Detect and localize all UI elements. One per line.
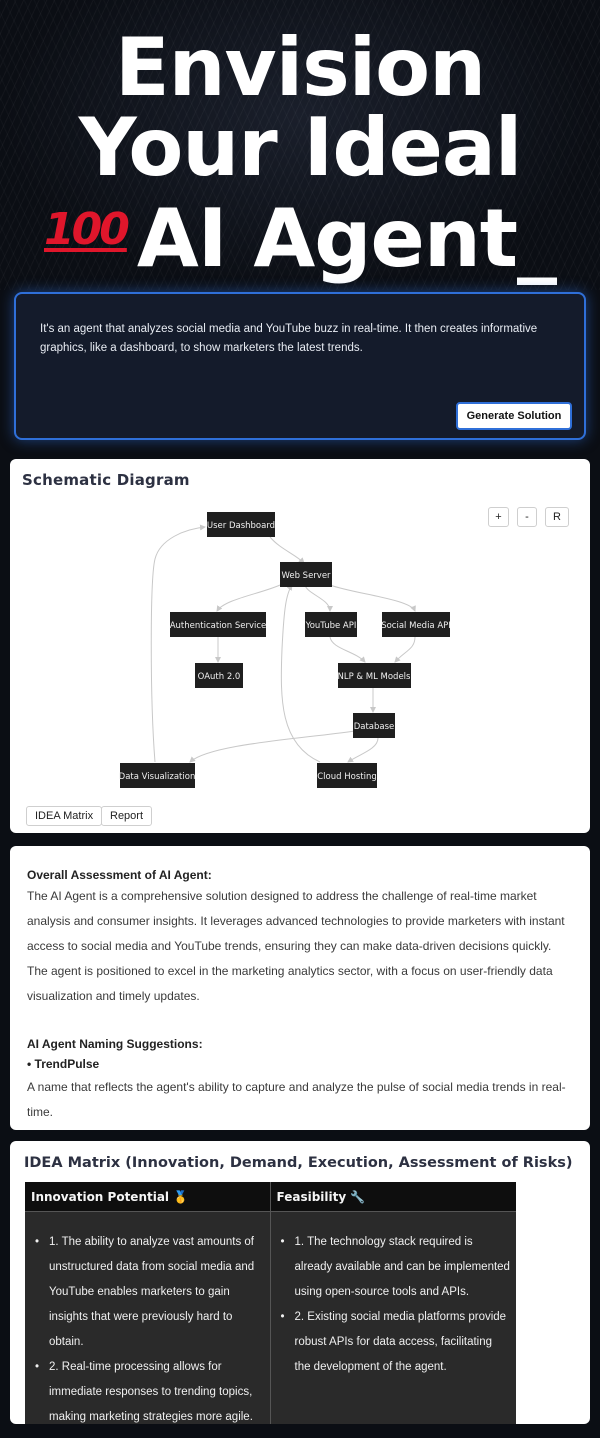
- schematic-title: Schematic Diagram: [22, 471, 190, 489]
- prompt-input-card[interactable]: [14, 292, 586, 440]
- svg-text:Authentication Service: Authentication Service: [169, 621, 267, 631]
- node-authentication-service: [170, 612, 267, 637]
- prompt-textarea[interactable]: It's an agent that analyzes social media and YouTube buzz in real-time. It then creates informative graphics, like a dashboard, to show marketers the latest trends.: [40, 323, 538, 354]
- report-tab[interactable]: Report: [101, 806, 152, 826]
- edge-youtube-nlp: [330, 637, 365, 662]
- node-database: [353, 713, 395, 738]
- svg-text:Web Server: Web Server: [281, 571, 331, 581]
- name-description: A name that reflects the agent's ability to capture and analyze the pulse of social media trends in real-time.: [27, 1080, 566, 1119]
- edge-database-cloud: [348, 738, 378, 762]
- node-data-visualization: [119, 763, 196, 788]
- svg-text:Cloud Hosting: Cloud Hosting: [317, 772, 377, 782]
- hero-title-text: AI Agent_: [136, 192, 557, 285]
- node-nlp-ml-models: [338, 663, 412, 688]
- hero-banner: [0, 0, 600, 290]
- list-item: • 2. Real-time processing allows for immediate responses to trending topics, making marketing strategies more agile.: [35, 1355, 264, 1424]
- svg-text:Social Media API: Social Media API: [381, 621, 451, 631]
- node-cloud-hosting: [317, 763, 377, 788]
- node-web-server: [280, 562, 332, 587]
- svg-text:Database: Database: [353, 722, 395, 732]
- idea-matrix-card: [10, 1141, 590, 1424]
- feasibility-header: Feasibility 🔧: [271, 1182, 517, 1212]
- edge-cloud-webserver: [281, 585, 320, 762]
- node-social-media-api: [381, 612, 451, 637]
- idea-matrix-title: IDEA Matrix (Innovation, Demand, Execution, Assessment of Risks): [24, 1155, 573, 1171]
- hero-title-line-1: Envision: [114, 21, 486, 114]
- innovation-header: Innovation Potential 🥇: [25, 1182, 270, 1212]
- schematic-diagram-card: [10, 459, 590, 833]
- idea-matrix-tab[interactable]: IDEA Matrix: [26, 806, 102, 826]
- node-youtube-api: [305, 612, 357, 637]
- edge-webserver-auth: [217, 585, 280, 611]
- edge-dashboard-webserver: [270, 537, 304, 563]
- assessment-heading: Overall Assessment of AI Agent:: [27, 868, 212, 882]
- node-oauth: [195, 663, 243, 688]
- svg-text:Data Visualization: Data Visualization: [118, 772, 196, 782]
- svg-text:NLP & ML Models: NLP & ML Models: [337, 672, 411, 682]
- hero-title-line-2: Your Ideal: [78, 101, 522, 194]
- edge-webserver-social: [330, 585, 415, 611]
- assessment-paragraph: The AI Agent is a comprehensive solution designed to address the challenge of real-time market analysis and consumer insights. It leverages advanced technologies to provide marketers with instant access to social media and YouTube trends, ensuring they can make data-driven decisions quickly. The agent is positioned to excel in the marketing analytics sector, with a focus on user-friendly data visualization and timely updates.: [27, 889, 565, 1003]
- name-suggestion: • TrendPulse: [27, 1057, 100, 1071]
- zoom-in-button[interactable]: +: [488, 507, 509, 527]
- generate-solution-button[interactable]: Generate Solution: [456, 402, 572, 430]
- svg-text:YouTube API: YouTube API: [305, 621, 357, 631]
- edge-social-nlp: [395, 637, 415, 662]
- edge-viz-dashboard: [151, 527, 205, 762]
- hundred-points-icon: 100: [43, 204, 127, 255]
- assessment-card: [10, 846, 590, 1130]
- innovation-column: [25, 1182, 271, 1424]
- edge-database-viz: [190, 731, 355, 762]
- svg-text:OAuth 2.0: OAuth 2.0: [197, 672, 241, 682]
- hero-title-line-3: [0, 186, 600, 283]
- naming-heading: AI Agent Naming Suggestions:: [27, 1037, 203, 1051]
- architecture-diagram[interactable]: [10, 499, 590, 799]
- list-item: • 1. The ability to analyze vast amounts of unstructured data from social media and YouTube enables marketers to gain insights that were previously hard to obtain.: [35, 1230, 264, 1355]
- list-item: • 1. The technology stack required is already available and can be implemented using open-source tools and APIs.: [281, 1230, 511, 1305]
- feasibility-column: [271, 1182, 517, 1424]
- zoom-out-button[interactable]: -: [517, 507, 537, 527]
- svg-text:User Dashboard: User Dashboard: [206, 521, 276, 531]
- edge-webserver-youtube: [305, 585, 330, 611]
- idea-matrix-table: [25, 1182, 516, 1424]
- node-user-dashboard: [207, 512, 275, 537]
- reset-zoom-button[interactable]: R: [545, 507, 569, 527]
- list-item: • 2. Existing social media platforms provide robust APIs for data access, facilitating the development of the agent.: [281, 1305, 511, 1380]
